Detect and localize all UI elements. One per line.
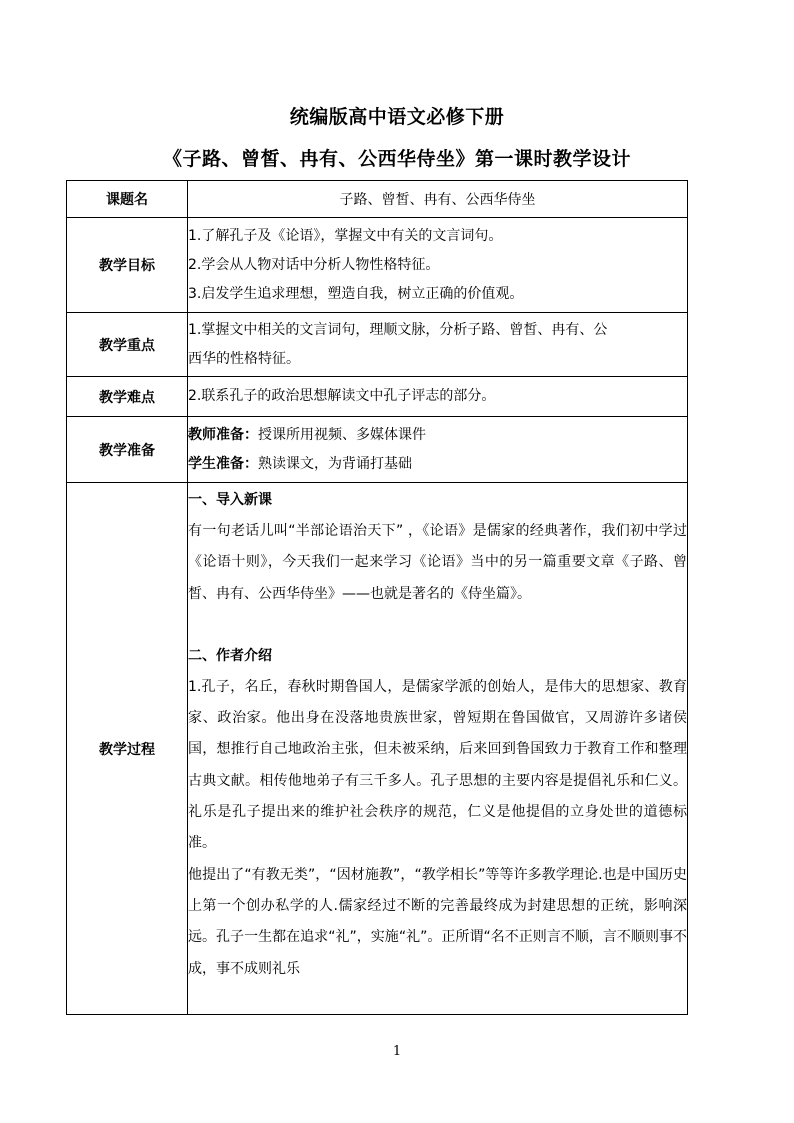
key-point-line: 1.掌握文中相关的文言词句，理顺文脉，分析子路、曾皙、冉有、公 xyxy=(188,321,608,338)
row-label-process: 教学过程 xyxy=(67,483,188,1015)
student-preparation-text: 熟读课文，为背诵打基础 xyxy=(258,455,412,472)
student-preparation-label: 学生准备： xyxy=(188,455,258,472)
table-row-preparation xyxy=(67,417,688,483)
page-number: 1 xyxy=(392,1044,402,1059)
section-heading-author: 二、作者介绍 xyxy=(188,647,272,664)
objectives-content xyxy=(188,218,688,313)
objective-item: 3.启发学生追求理想，塑造自我，树立正确的价值观。 xyxy=(188,285,524,302)
student-preparation xyxy=(188,450,687,479)
row-label-topic: 课题名 xyxy=(67,181,188,218)
row-label-difficulty: 教学难点 xyxy=(67,377,188,417)
table-row-process xyxy=(67,483,688,1015)
document-title: 统编版高中语文必修下册 xyxy=(289,106,505,128)
topic-value: 子路、曾皙、冉有、公西华侍坐 xyxy=(188,181,688,218)
table-row-topic xyxy=(67,181,688,218)
preparation-content xyxy=(188,417,688,483)
author-paragraph-1: 1.孔子，名丘，春秋时期鲁国人，是儒家学派的创始人，是伟大的思想家、教育家、政治家。他出身在没落地贵族世家，曾短期在鲁国做官，又周游许多诸侯国，想推行自己地政治主张，但未被采纳，后来回到鲁国致力于教育工作和整理古典文献。相传他地弟子有三千多人。孔子思想的主要内容是提倡礼乐和仁义。礼乐是孔子提出来的维护社会秩序的规范，仁义是他提倡的立身处世的道德标准。 xyxy=(188,678,687,852)
objective-item: 2.学会从人物对话中分析人物性格特征。 xyxy=(188,256,440,273)
teacher-preparation-text: 授课所用视频、多媒体课件 xyxy=(258,426,426,443)
table-row-key-points xyxy=(67,313,688,377)
teacher-preparation-label: 教师准备： xyxy=(188,426,258,443)
author-paragraph-2: 他提出了“有教无类”，“因材施教”，“教学相长”等等许多教学理论.也是中国历史上第一个创办私学的人.儒家经过不断的完善最终成为封建思想的正统，影响深远。孔子一生都在追求“礼”，实施“礼”。正所谓“名不正则言不顺，言不顺则事不成，事不成则礼乐 xyxy=(188,866,687,977)
row-label-objectives: 教学目标 xyxy=(67,218,188,313)
process-content xyxy=(188,483,688,1015)
difficulty-item: 2.联系孔子的政治思想解读文中孔子评志的部分。 xyxy=(188,388,496,404)
teacher-preparation xyxy=(188,421,687,450)
row-label-preparation: 教学准备 xyxy=(67,417,188,483)
intro-paragraph: 有一句老话儿叫“半部论语治天下” ，《论语》是儒家的经典著作，我们初中学过《论语十则》，今天我们一起来学习《论语》当中的另一篇重要文章《子路、曾皙、冉有、公西华侍坐》——也就是著名的《侍坐篇》。 xyxy=(188,523,687,602)
table-row-difficulty xyxy=(67,377,688,417)
row-label-key-points: 教学重点 xyxy=(67,313,188,377)
lesson-plan-table xyxy=(66,180,688,1015)
document-subtitle: 《子路、曾皙、冉有、公西华侍坐》第一课时教学设计 xyxy=(162,148,631,170)
section-heading-intro: 一、导入新课 xyxy=(188,492,272,508)
objective-item: 1.了解孔子及《论语》，掌握文中有关的文言词句。 xyxy=(188,227,503,244)
blank-line xyxy=(188,610,687,641)
key-points-content xyxy=(188,313,688,377)
table-row-objectives xyxy=(67,218,688,313)
key-point-line: 西华的性格特征。 xyxy=(188,350,300,367)
difficulty-content xyxy=(188,377,688,417)
